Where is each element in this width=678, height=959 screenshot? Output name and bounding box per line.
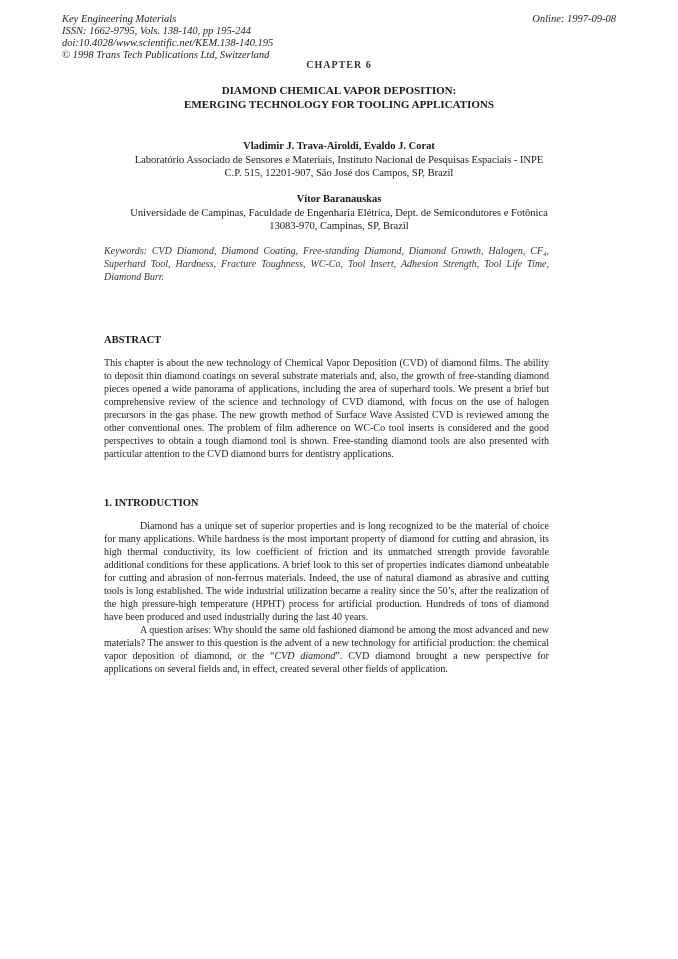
affiliation-2-line-2: 13083-970, Campinas, SP, Brazil (269, 221, 409, 232)
keywords: Keywords: CVD Diamond, Diamond Coating, Free-standing Diamond, Diamond Growth, Halogen, CF₄, Superhard Tool, Hardness, Fracture Toughness, WC-Co, Tool Insert, Adhesion Strength, Tool Life Time, Diamond Burr. (104, 246, 549, 283)
cvd-diamond-term: CVD diamond (274, 651, 336, 662)
introduction-body (104, 520, 549, 676)
author-secondary: Vítor Baranauskas (296, 194, 382, 205)
authors-primary: Vladimir J. Trava-Airoldi, Evaldo J. Corat (243, 141, 435, 152)
abstract-text: This chapter is about the new technology of Chemical Vapor Deposition (CVD) of diamond films. The ability to deposit thin diamond coatings on several substrate materials and, also, the growth of free-standing diamond pieces opened a wide panorama of applications, including the area of superhard tools. We present a brief but comprehensive review of the science and technology of CVD diamond, with focus on the use of halogen precursors in the gas phase. The new growth method of Surface Wave Assisted CVD is reviewed among the other conventional ones. The problem of film adherence on WC-Co tool inserts is considered and the good perspectives to obtain a tough diamond tool is shown. Free-standing diamond tools are also presented with particular attention to the CVD diamond burrs for dentistry applications. (104, 358, 549, 460)
title-line-1: DIAMOND CHEMICAL VAPOR DEPOSITION: (221, 85, 457, 97)
publication-info (62, 14, 273, 62)
intro-p2-text-a: A question arises: Why should the same old fashioned diamond be among the most advanced and new materials? The answer to this question is the advent of a new technology for artificial production: the chemical vapor deposition of diamond, or the “ (104, 625, 549, 662)
chapter-label: CHAPTER 6 (306, 60, 372, 71)
intro-paragraph-1: Diamond has a unique set of superior properties and is long recognized to be the material of choice for many applications. While hardness is the most important property of diamond for cutting and abrasion, its high thermal conductivity, its low coefficient of friction and its unmatched strength provide favorable additional conditions for these applications. A brief look to this set of properties indicates diamond unbeatable for cutting and abrasion of non-ferrous materials. Indeed, the use of natural diamond as abrasive and cutting tools is long established. The wide industrial utilization became a reality since the 50’s, after the realization of the high pressure-high temperature (HPHT) process for artificial production. Hundreds of tons of diamond have been produced and used industrially during the last 40 years. (104, 521, 549, 623)
title-line-2: EMERGING TECHNOLOGY FOR TOOLING APPLICATIONS (184, 99, 494, 111)
issn-line: ISSN: 1662-9795, Vols. 138-140, pp 195-244 (62, 26, 251, 37)
affiliation-inpe (100, 154, 578, 180)
intro-p2-text-b: ”. CVD diamond brought a new perspective for applications on several fields and, in effect, created several other fields of application. (104, 651, 550, 675)
copyright-line: © 1998 Trans Tech Publications Ltd, Switzerland (62, 50, 270, 61)
paper-title (0, 84, 678, 112)
abstract-heading: ABSTRACT (104, 335, 162, 346)
affiliation-1-line-2: C.P. 515, 12201-907, São José dos Campos, SP, Brazil (224, 168, 454, 179)
affiliation-2-line-1: Universidade de Campinas, Faculdade de Engenharia Elétrica, Dept. de Semicondutores e Fotônica (130, 208, 548, 219)
intro-paragraph-2 (104, 624, 549, 676)
online-date: Online: 1997-09-08 (532, 14, 616, 25)
doi-line: doi:10.4028/www.scientific.net/KEM.138-140.195 (62, 38, 274, 49)
journal-name: Key Engineering Materials (62, 14, 177, 25)
affiliation-unicamp (100, 207, 578, 233)
affiliation-1-line-1: Laboratório Associado de Sensores e Materiais, Instituto Nacional de Pesquisas Espaciais - INPE (134, 155, 544, 166)
introduction-heading: 1. INTRODUCTION (104, 498, 199, 509)
